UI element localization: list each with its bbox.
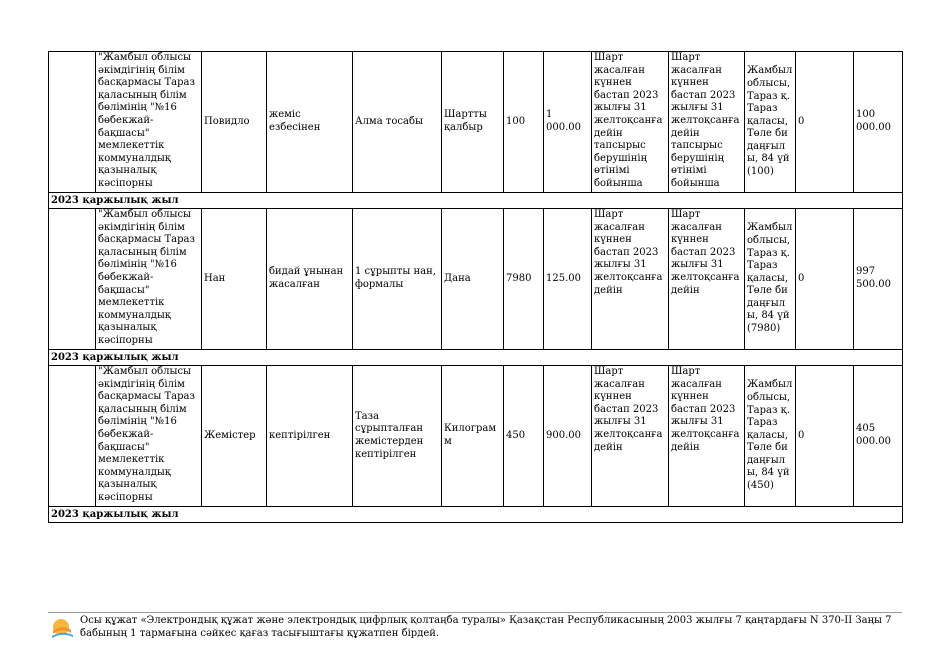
item-name-cell: Жемістер — [202, 366, 267, 507]
delivery-term-cell: Шарт жасалған күннен бастап 2023 жылғы 31 желтоқсанға дейін тапсырыс берушінің өтінімі бойынша — [592, 52, 669, 193]
total-amount-cell: 100 000.00 — [854, 52, 903, 193]
procurement-table — [48, 51, 903, 523]
fiscal-year-label: 2023 қаржылық жыл — [49, 193, 903, 209]
short-description-cell: кептірілген — [267, 366, 353, 507]
short-description-cell: бидай ұнынан жасалған — [267, 209, 353, 350]
unit-price-cell: 1 000.00 — [544, 52, 592, 193]
unit-cell: Дана — [442, 209, 504, 350]
fiscal-year-label: 2023 қаржылық жыл — [49, 350, 903, 366]
delivery-place-cell: Жамбыл облысы, Тараз қ. Тараз қаласы, Төле би даңғылы, 84 үй (450) — [745, 366, 796, 507]
delivery-term-cell-2: Шарт жасалған күннен бастап 2023 жылғы 31 желтоқсанға дейін — [669, 209, 745, 350]
full-description-cell: Алма тосабы — [353, 52, 442, 193]
fiscal-year-row — [49, 350, 903, 366]
short-description-cell: жеміс езбесінен — [267, 52, 353, 193]
egov-sun-logo-icon — [49, 615, 75, 641]
table-row — [49, 366, 903, 507]
footer-divider — [48, 612, 902, 613]
delivery-term-cell-2: Шарт жасалған күннен бастап 2023 жылғы 31 желтоқсанға дейін — [669, 366, 745, 507]
fiscal-year-row — [49, 507, 903, 523]
unit-cell: Килограмм — [442, 366, 504, 507]
quantity-cell: 450 — [504, 366, 544, 507]
customer-cell: "Жамбыл облысы әкімдігінің білім басқармасы Тараз қаласының білім бөлімінің "№16 бөбекжай-бақшасы" мемлекеттік коммуналдық қазыналық кәсіпорны — [96, 209, 202, 350]
table-body — [49, 52, 903, 523]
table-row — [49, 52, 903, 193]
delivery-place-cell: Жамбыл облысы, Тараз қ. Тараз қаласы, Төле би даңғылы, 84 үй (100) — [745, 52, 796, 193]
unit-price-cell: 125.00 — [544, 209, 592, 350]
index-cell — [49, 366, 96, 507]
advance-payment-cell: 0 — [796, 366, 854, 507]
table-row — [49, 209, 903, 350]
advance-payment-cell: 0 — [796, 209, 854, 350]
delivery-term-cell: Шарт жасалған күннен бастап 2023 жылғы 31 желтоқсанға дейін — [592, 366, 669, 507]
customer-cell: "Жамбыл облысы әкімдігінің білім басқармасы Тараз қаласының білім бөлімінің "№16 бөбекжай-бақшасы" мемлекеттік коммуналдық қазыналық кәсіпорны — [96, 52, 202, 193]
unit-cell: Шартты қалбыр — [442, 52, 504, 193]
quantity-cell: 100 — [504, 52, 544, 193]
fiscal-year-label: 2023 қаржылық жыл — [49, 507, 903, 523]
unit-price-cell: 900.00 — [544, 366, 592, 507]
index-cell — [49, 52, 96, 193]
item-name-cell: Повидло — [202, 52, 267, 193]
customer-cell: "Жамбыл облысы әкімдігінің білім басқармасы Тараз қаласының білім бөлімінің "№16 бөбекжай-бақшасы" мемлекеттік коммуналдық қазыналық кәсіпорны — [96, 366, 202, 507]
full-description-cell: 1 сұрыпты нан, формалы — [353, 209, 442, 350]
quantity-cell: 7980 — [504, 209, 544, 350]
total-amount-cell: 997 500.00 — [854, 209, 903, 350]
full-description-cell: Таза сұрыпталған жемістерден кептірілген — [353, 366, 442, 507]
total-amount-cell: 405 000.00 — [854, 366, 903, 507]
delivery-term-cell: Шарт жасалған күннен бастап 2023 жылғы 31 желтоқсанға дейін — [592, 209, 669, 350]
delivery-term-cell-2: Шарт жасалған күннен бастап 2023 жылғы 31 желтоқсанға дейін тапсырыс берушінің өтінімі бойынша — [669, 52, 745, 193]
delivery-place-cell: Жамбыл облысы, Тараз қ. Тараз қаласы, Төле би даңғылы, 84 үй (7980) — [745, 209, 796, 350]
footer-legal-note: Осы құжат «Электрондық құжат және электрондық цифрлық қолтаңба туралы» Қазақстан Республикасының 2003 жылғы 7 қаңтардағы N 370-II Заңы 7 бабының 1 тармағына сәйкес қағаз тасығыштағы құжатпен бірдей. — [80, 615, 892, 639]
index-cell — [49, 209, 96, 350]
fiscal-year-row — [49, 193, 903, 209]
item-name-cell: Нан — [202, 209, 267, 350]
advance-payment-cell: 0 — [796, 52, 854, 193]
